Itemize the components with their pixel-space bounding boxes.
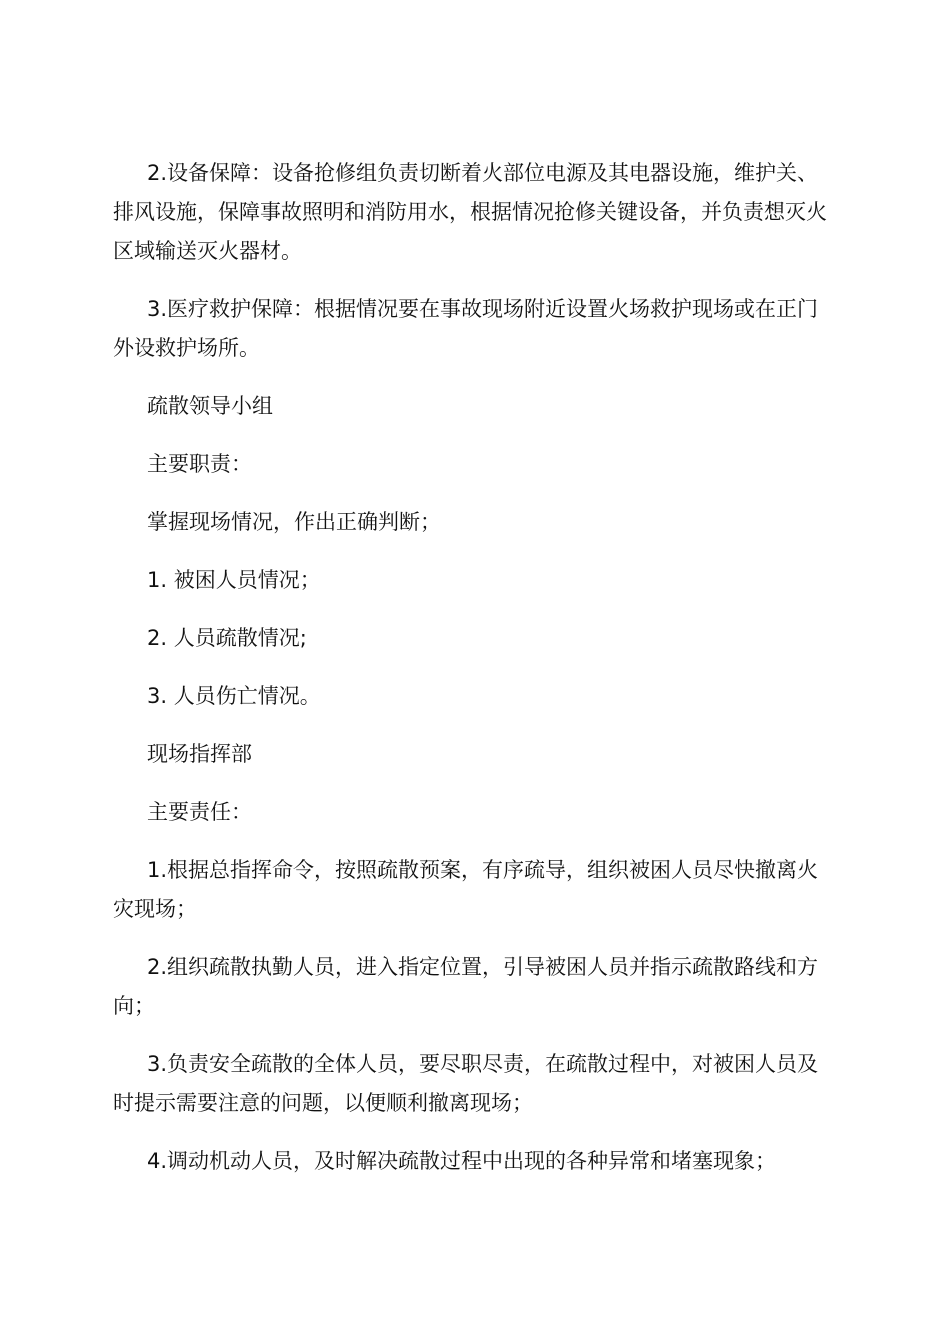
list-item-evacuation: 2. 人员疏散情况; [147, 626, 307, 650]
heading-site-command: 现场指挥部 [147, 742, 252, 766]
paragraph-responsibility-3: 3.负责安全疏散的全体人员，要尽职尽责，在疏散过程中，对被困人员及时提示需要注意的问题，以便顺利撤离现场； [113, 1052, 819, 1115]
paragraph-responsibility-1: 1.根据总指挥命令，按照疏散预案，有序疏导，组织被困人员尽快撤离火灾现场； [113, 858, 819, 921]
heading-main-responsibility: 主要责任： [147, 800, 252, 824]
paragraph-equipment-support: 2.设备保障：设备抢修组负责切断着火部位电源及其电器设施，维护关、排风设施，保障事故照明和消防用水，根据情况抢修关键设备，并负责想灭火区域输送灭火器材。 [113, 161, 827, 263]
heading-evacuation-team: 疏散领导小组 [147, 394, 273, 418]
paragraph-responsibility-2: 2.组织疏散执勤人员，进入指定位置，引导被困人员并指示疏散路线和方向； [113, 955, 819, 1018]
heading-main-duties: 主要职责： [147, 452, 252, 476]
paragraph-responsibility-4: 4.调动机动人员，及时解决疏散过程中出现的各种异常和堵塞现象； [147, 1149, 777, 1173]
document-body [113, 154, 838, 1181]
paragraph-grasp-situation: 掌握现场情况，作出正确判断； [147, 510, 441, 534]
list-item-trapped: 1. 被困人员情况； [147, 568, 321, 592]
paragraph-medical-support: 3.医疗救护保障：根据情况要在事故现场附近设置火场救护现场或在正门外设救护场所。 [113, 297, 819, 360]
list-item-casualties: 3. 人员伤亡情况。 [147, 684, 321, 708]
